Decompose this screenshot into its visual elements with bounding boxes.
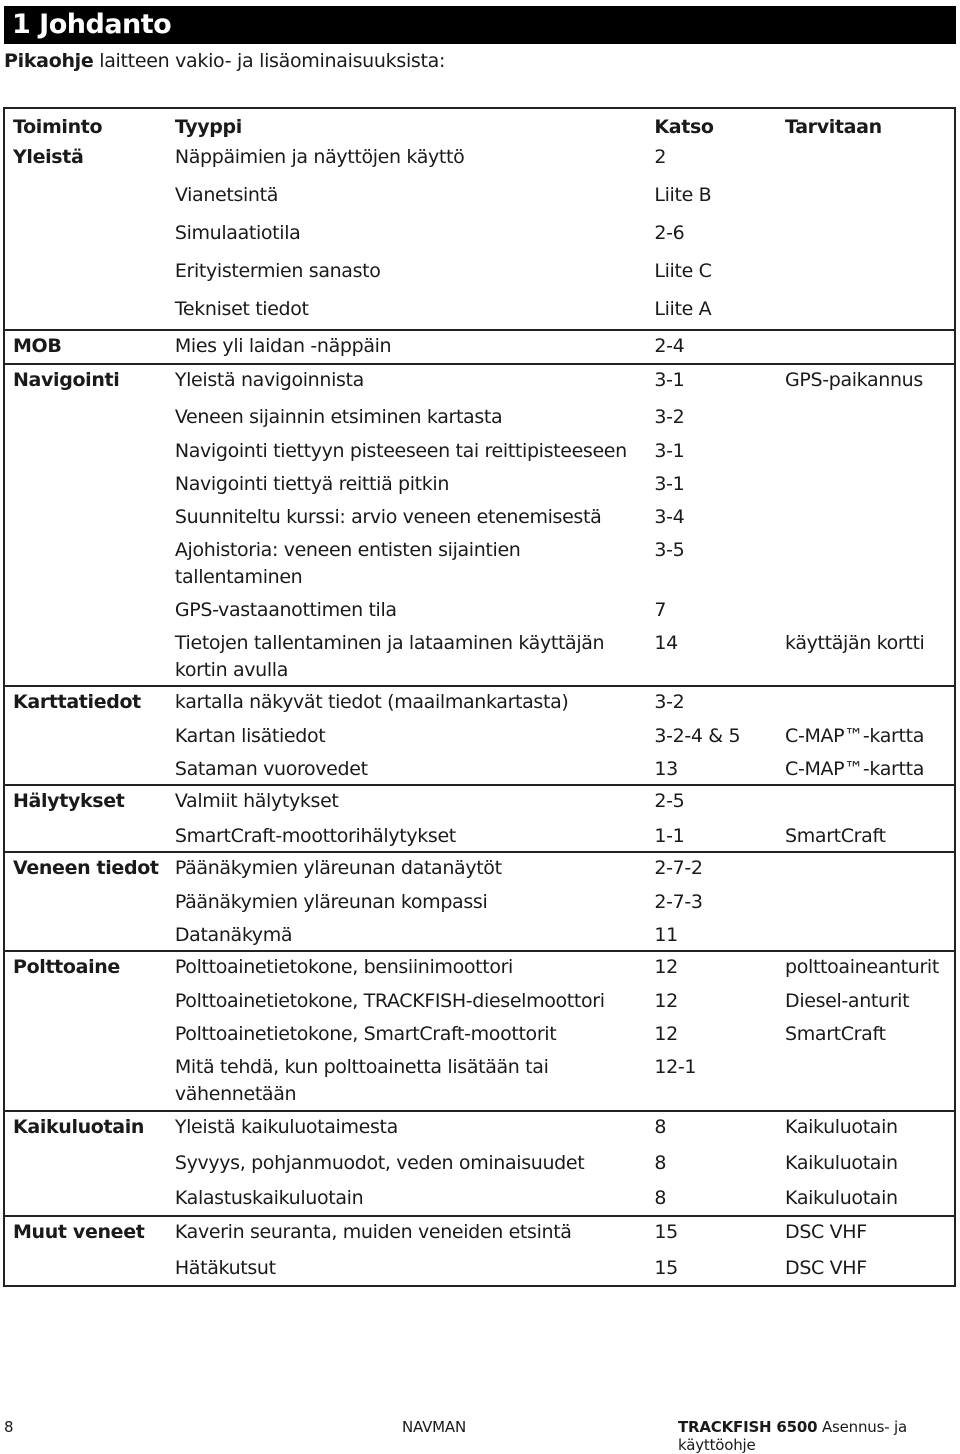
needs-cell xyxy=(777,400,955,434)
see-cell: 15 xyxy=(654,1221,678,1243)
type-cell: kartalla näkyvät tiedot (maailmankartasta) xyxy=(174,691,569,713)
type-cell: Vianetsintä xyxy=(174,184,279,206)
needs-cell xyxy=(777,216,955,254)
footer-brand: NAVMAN xyxy=(402,1418,467,1436)
category-cell xyxy=(4,752,167,785)
see-cell: 14 xyxy=(646,626,777,686)
table-row xyxy=(4,752,955,785)
table-row xyxy=(4,533,955,593)
type-cell: Mies yli laidan -näppäin xyxy=(167,330,647,364)
intro-text: laitteen vakio- ja lisäominaisuuksista: xyxy=(93,50,446,72)
needs-cell xyxy=(777,254,955,292)
table-row xyxy=(4,1050,955,1111)
category-cell xyxy=(4,467,167,500)
type-cell: Näppäimien ja näyttöjen käyttö xyxy=(174,146,465,168)
table-row xyxy=(4,330,955,364)
category-cell xyxy=(4,593,167,626)
see-cell: 8 xyxy=(646,1181,777,1216)
table-row xyxy=(4,852,955,885)
see-cell: Liite C xyxy=(654,260,712,282)
table-row xyxy=(4,785,955,819)
needs-cell: SmartCraft xyxy=(777,819,955,852)
column-header-function: Toiminto xyxy=(13,116,103,138)
table-row xyxy=(4,1216,955,1251)
needs-cell xyxy=(777,533,955,593)
type-cell: Veneen sijainnin etsiminen kartasta xyxy=(174,406,503,428)
category-cell xyxy=(4,292,167,330)
type-cell: Kartan lisätiedot xyxy=(174,725,326,747)
type-cell: Polttoainetietokone, TRACKFISH-dieselmoottori xyxy=(174,990,605,1012)
table-header-row xyxy=(4,108,955,142)
needs-cell: SmartCraft xyxy=(785,1023,886,1045)
type-cell: Päänäkymien yläreunan kompassi xyxy=(174,891,488,913)
type-cell: Tekniset tiedot xyxy=(167,292,647,330)
needs-cell: Kaikuluotain xyxy=(785,1152,898,1174)
category-cell: Hälytykset xyxy=(13,790,125,812)
category-cell xyxy=(4,918,167,951)
type-cell: Syvyys, pohjanmuodot, veden ominaisuudet xyxy=(174,1152,585,1174)
category-cell: Navigointi xyxy=(13,369,120,391)
category-cell xyxy=(4,819,167,852)
needs-cell: DSC VHF xyxy=(777,1251,955,1286)
table-row xyxy=(4,500,955,533)
needs-cell: Diesel-anturit xyxy=(785,990,910,1012)
type-cell: Erityistermien sanasto xyxy=(174,260,381,282)
see-cell: 12 xyxy=(654,1023,678,1045)
needs-cell: Kaikuluotain xyxy=(785,1116,898,1138)
category-cell xyxy=(4,533,167,593)
see-cell: 2-5 xyxy=(654,790,685,812)
category-cell xyxy=(4,1050,167,1111)
table-row xyxy=(4,1111,955,1146)
category-cell xyxy=(4,500,167,533)
table-row xyxy=(4,216,955,254)
intro-bold: Pikaohje xyxy=(4,50,94,72)
type-cell: GPS-vastaanottimen tila xyxy=(174,599,397,621)
see-cell: 2-7-3 xyxy=(654,891,703,913)
needs-cell: polttoaineanturit xyxy=(785,956,939,978)
needs-cell xyxy=(777,593,955,626)
category-cell xyxy=(4,1251,167,1286)
needs-cell xyxy=(777,885,955,918)
page-number: 8 xyxy=(4,1418,14,1436)
category-cell: Veneen tiedot xyxy=(13,857,159,879)
table-row xyxy=(4,467,955,500)
column-header-needs: Tarvitaan xyxy=(785,116,882,138)
type-cell: Hätäkutsut xyxy=(167,1251,647,1286)
see-cell: 2-4 xyxy=(646,330,777,364)
category-cell xyxy=(4,178,167,216)
column-header-see: Katso xyxy=(654,116,714,138)
category-cell xyxy=(4,434,167,467)
see-cell: 2-7-2 xyxy=(654,857,703,879)
needs-cell xyxy=(777,142,955,178)
needs-cell xyxy=(777,918,955,951)
type-cell: Simulaatiotila xyxy=(174,222,301,244)
category-cell: Muut veneet xyxy=(13,1221,145,1243)
category-cell xyxy=(4,719,167,752)
table-row xyxy=(4,364,955,400)
see-cell: 3-1 xyxy=(654,440,685,462)
see-cell: 3-2-4 & 5 xyxy=(654,725,741,747)
see-cell: Liite A xyxy=(646,292,777,330)
see-cell: 2-6 xyxy=(654,222,685,244)
see-cell: 3-2 xyxy=(654,691,685,713)
needs-cell xyxy=(777,500,955,533)
category-cell xyxy=(4,1181,167,1216)
see-cell: 12 xyxy=(654,990,678,1012)
type-cell: Datanäkymä xyxy=(167,918,647,951)
needs-cell: C-MAP™-kartta xyxy=(777,752,955,785)
type-cell: Päänäkymien yläreunan datanäytöt xyxy=(174,857,502,879)
footer-manual-title: Asennus- ja käyttöohje xyxy=(678,1418,907,1454)
see-cell: 12 xyxy=(654,956,678,978)
see-cell: 3-1 xyxy=(654,369,685,391)
category-cell xyxy=(4,400,167,434)
type-cell: Kaverin seuranta, muiden veneiden etsintä xyxy=(174,1221,572,1243)
needs-cell xyxy=(777,292,955,330)
see-cell: Liite B xyxy=(654,184,712,206)
needs-cell xyxy=(777,178,955,216)
table-row xyxy=(4,885,955,918)
type-cell: Yleistä navigoinnista xyxy=(174,369,364,391)
type-cell: Valmiit hälytykset xyxy=(174,790,339,812)
type-cell: Mitä tehdä, kun polttoainetta lisätään tai vähennetään xyxy=(167,1050,647,1111)
category-cell: Polttoaine xyxy=(13,956,120,978)
table-row xyxy=(4,178,955,216)
intro-line xyxy=(4,50,445,72)
see-cell: 8 xyxy=(654,1116,667,1138)
see-cell: 3-4 xyxy=(654,506,685,528)
needs-cell xyxy=(777,330,955,364)
table-row xyxy=(4,918,955,951)
see-cell: 8 xyxy=(654,1152,667,1174)
see-cell: 15 xyxy=(646,1251,777,1286)
type-cell: Sataman vuorovedet xyxy=(167,752,647,785)
category-cell xyxy=(4,885,167,918)
see-cell: 13 xyxy=(646,752,777,785)
table-row xyxy=(4,686,955,719)
type-cell: Yleistä kaikuluotaimesta xyxy=(174,1116,398,1138)
table-row xyxy=(4,984,955,1017)
table-row xyxy=(4,1146,955,1181)
feature-table xyxy=(3,107,956,1287)
table-row xyxy=(4,434,955,467)
table-row xyxy=(4,626,955,686)
needs-cell xyxy=(777,785,955,819)
type-cell: Ajohistoria: veneen entisten sijaintien tallentaminen xyxy=(174,539,521,588)
category-cell xyxy=(4,216,167,254)
type-cell: Suunniteltu kurssi: arvio veneen etenemisestä xyxy=(174,506,602,528)
category-cell xyxy=(4,1146,167,1181)
table-row xyxy=(4,1181,955,1216)
chapter-title-bar xyxy=(4,6,956,44)
needs-cell xyxy=(777,852,955,885)
type-cell: Polttoainetietokone, SmartCraft-moottorit xyxy=(174,1023,557,1045)
table-row xyxy=(4,254,955,292)
table-row xyxy=(4,951,955,984)
see-cell: 12-1 xyxy=(646,1050,777,1111)
column-header-type: Tyyppi xyxy=(174,116,242,138)
see-cell: 11 xyxy=(646,918,777,951)
category-cell xyxy=(4,984,167,1017)
category-cell: MOB xyxy=(4,330,167,364)
see-cell: 3-1 xyxy=(654,473,685,495)
category-cell: Yleistä xyxy=(13,146,84,168)
type-cell: Tietojen tallentaminen ja lataaminen käyttäjän kortin avulla xyxy=(167,626,647,686)
category-cell: Kaikuluotain xyxy=(13,1116,145,1138)
category-cell xyxy=(4,254,167,292)
needs-cell: C-MAP™-kartta xyxy=(785,725,924,747)
needs-cell: Kaikuluotain xyxy=(777,1181,955,1216)
table-row xyxy=(4,819,955,852)
category-cell xyxy=(4,1017,167,1050)
category-cell: Karttatiedot xyxy=(13,691,141,713)
type-cell: Navigointi tiettyä reittiä pitkin xyxy=(174,473,450,495)
table-row xyxy=(4,292,955,330)
category-cell xyxy=(4,626,167,686)
table-row xyxy=(4,1251,955,1286)
needs-cell xyxy=(777,1050,955,1111)
table-body xyxy=(4,142,955,1286)
see-cell: 2 xyxy=(654,146,667,168)
table-row xyxy=(4,400,955,434)
table-row xyxy=(4,719,955,752)
needs-cell xyxy=(777,686,955,719)
needs-cell: GPS-paikannus xyxy=(785,369,923,391)
needs-cell xyxy=(777,434,955,467)
needs-cell: käyttäjän kortti xyxy=(777,626,955,686)
table-row xyxy=(4,593,955,626)
table-row xyxy=(4,1017,955,1050)
footer-product-name: TRACKFISH 6500 xyxy=(678,1418,818,1436)
needs-cell xyxy=(777,467,955,500)
type-cell: Kalastuskaikuluotain xyxy=(167,1181,647,1216)
needs-cell: DSC VHF xyxy=(785,1221,867,1243)
see-cell: 3-5 xyxy=(654,539,685,561)
see-cell: 1-1 xyxy=(646,819,777,852)
see-cell: 3-2 xyxy=(654,406,685,428)
type-cell: Navigointi tiettyyn pisteeseen tai reittipisteeseen xyxy=(174,440,627,462)
type-cell: SmartCraft-moottorihälytykset xyxy=(167,819,647,852)
footer-product xyxy=(678,1418,960,1454)
see-cell: 7 xyxy=(654,599,667,621)
table-row xyxy=(4,142,955,178)
type-cell: Polttoainetietokone, bensiinimoottori xyxy=(174,956,513,978)
chapter-title: 1 Johdanto xyxy=(12,9,172,40)
